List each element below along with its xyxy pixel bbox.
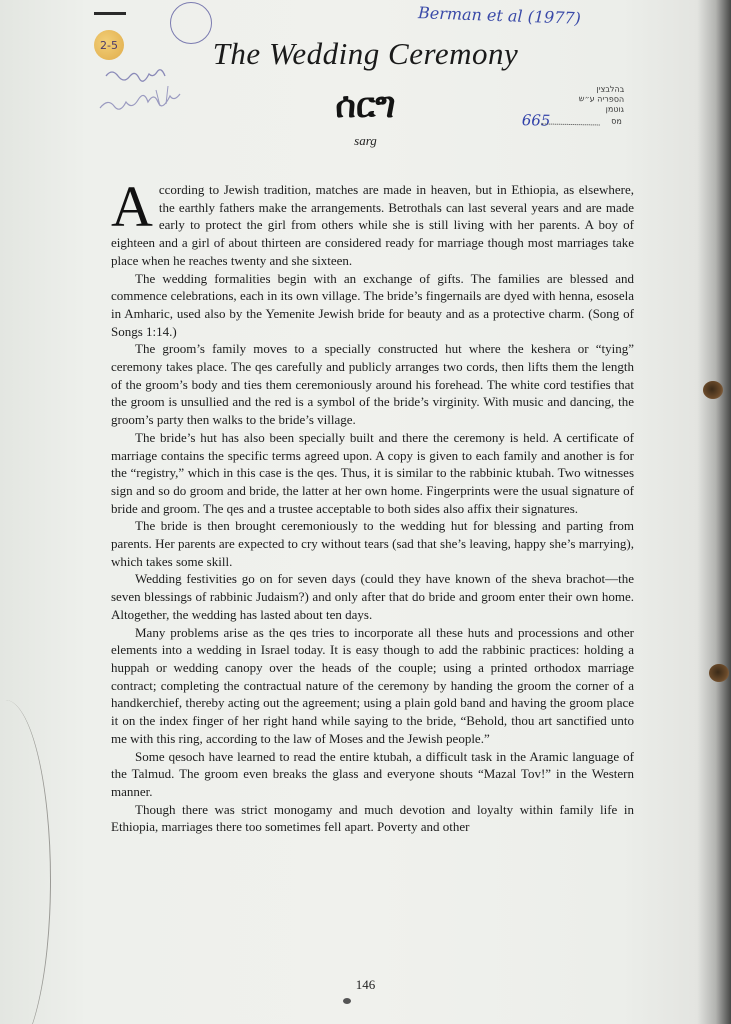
paragraph-4: The bride’s hut has also been specially built and there the ceremony is held. A certificate of marriage contains the specific terms agreed upon. A copy is given to each family and another is for the “registry,” which in this case is the qes. Thus, it is similar to the rabbinic ktubah. Two witnesses sign and so do groom and bride, the latter at her own home. Fingerprints were the usual signature of bride and groom. The qes and a trustee acceptable to both sides also affix their signatures. xyxy=(111,429,634,516)
punch-hole-lower xyxy=(709,664,729,682)
stamp-number-label: מס xyxy=(611,116,622,126)
page-curl-shadow xyxy=(0,700,51,1024)
stamp-line-1: בהלבצין xyxy=(596,84,625,94)
article-body xyxy=(111,174,634,836)
sticker-label: 2-5 xyxy=(100,38,118,52)
transliteration: sarg xyxy=(354,133,377,148)
top-rule-mark xyxy=(94,12,126,15)
amharic-title: ሰርግ xyxy=(335,86,396,126)
stamp-dotted-line xyxy=(542,123,600,125)
paragraph-9: Though there was strict monogamy and much devotion and loyalty within family life in Ethiopia, marriages there too sometimes fell apart. Poverty and other xyxy=(111,801,634,835)
paragraph-2: The wedding formalities begin with an exchange of gifts. The families are blessed and commence celebrations, each in its own village. The bride’s fingernails are dyed with henna, esosela in Amharic, used also by the Yemenite Jewish bride for beauty and as a protective charm. (Song of Songs 1:14.) xyxy=(111,270,634,339)
stamp-line-3: גוטמן xyxy=(605,104,625,114)
paragraph-1 xyxy=(111,174,634,270)
page-number: 146 xyxy=(355,977,376,992)
punch-hole-upper xyxy=(703,381,723,399)
stamp-number: 665 xyxy=(521,111,551,130)
library-stamp xyxy=(520,83,625,135)
page-title: The Wedding Ceremony xyxy=(212,36,519,71)
paragraph-5: The bride is then brought ceremoniously to the wedding hut for blessing and parting from parents. Her parents are expected to cry without tears (sad that she’s leaving, happy she’s marrying), which takes some skill. xyxy=(111,518,634,569)
stamp-line-2: הספריה ע״ש xyxy=(578,94,625,104)
paragraph-3: The groom’s family moves to a specially constructed hut where the keshera or “tying” ceremony takes place. The qes carefully and publicly arranges two cords, then lifts them the length of the groom’s body and ties them ceremoniously around his forehead. The white cord testifies that the groom is unsullied and the red is a symbol of the bride’s virginity. With music and dancing, the groom’s party then walks to the bride’s village. xyxy=(111,341,634,428)
paragraph-8: Some qesoch have learned to read the entire ktubah, a difficult task in the Aramic language of the Talmud. The groom even breaks the glass and everyone shouts “Mazal Tov!” in the Western manner. xyxy=(111,748,634,799)
paragraph-7: Many problems arise as the qes tries to incorporate all these huts and processions and other elements into a wedding in Israel today. It is easy though to add the rabbinic practices: holding a huppah or wedding canopy over the heads of the couple; using a printed orthodox marriage contract; completing the contractual nature of the ceremony by handing the groom the corner of a handkerchief, thereby acting out the agreement; using a plain gold band and having the groom place it on the index finger of her right hand while saying to the bride, “Behold, thou art sanctified unto me with this ring, according to the law of Moses and the Jewish people.” xyxy=(111,624,634,746)
ink-speck xyxy=(343,998,351,1004)
paragraph-6: Wedding festivities go on for seven days (could they have known of the sheva brachot—the seven blessings of rabbinic Judaism?) and only after that do bride and groom enter their own home. Altogether, the wedding has lasted about ten days. xyxy=(111,571,634,622)
handwritten-citation: Berman et al (1977) xyxy=(417,3,582,28)
drop-cap: A xyxy=(111,174,153,239)
binding-edge-shadow xyxy=(697,0,731,1024)
paragraph-text: ccording to Jewish tradition, matches are made in heaven, but in Ethiopia, as elsewhere, the earthly fathers make the arrangements. Betrothals can last several years and are made early to protect the girl from others while she is still living with her parents. A boy of eighteen and a girl of about thirteen are considered ready for marriage though most marriages take place when he reaches twenty and she sixteen. xyxy=(111,182,634,268)
